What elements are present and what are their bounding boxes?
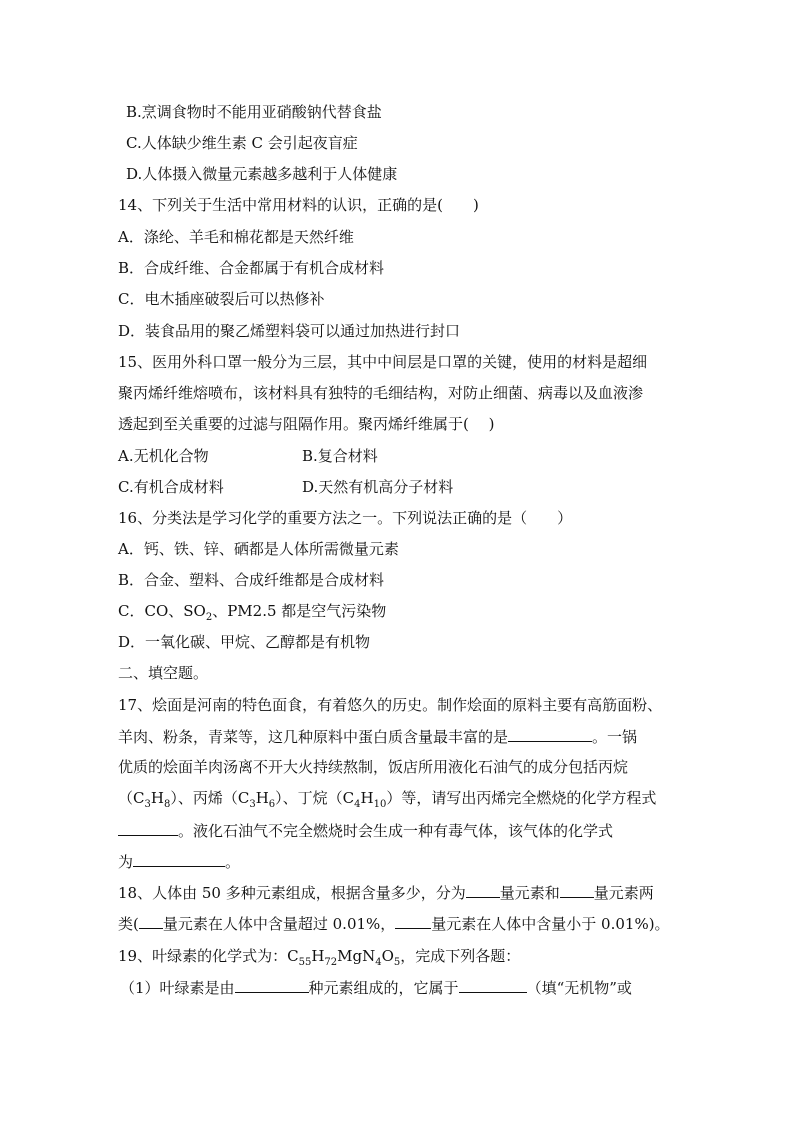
question-18: 18、人体由 50 多种元素组成，根据含量多少，分为 量元素和 量元素两 [118, 884, 654, 902]
answer-blank[interactable] [139, 913, 163, 929]
option-line: B．合成纤维、合金都属于有机合成材料 [118, 259, 385, 277]
question-18-line: 类( 量元素在人体中含量超过 0.01%， 量元素在人体中含量小于 0.01%)。 [118, 915, 670, 933]
option-line: B.烹调食物时不能用亚硝酸钠代替食盐 [126, 103, 382, 121]
option-line: D.人体摄入微量元素越多越利于人体健康 [126, 165, 398, 183]
section-heading: 二、填空题。 [118, 664, 209, 682]
question-15-line: 聚丙烯纤维熔喷布，该材料具有独特的毛细结构，对防止细菌、病毒以及血液渗 [118, 384, 644, 402]
answer-blank[interactable] [235, 977, 309, 993]
question-16: 16、分类法是学习化学的重要方法之一。下列说法正确的是（ ） [118, 509, 573, 527]
answer-blank[interactable] [508, 726, 592, 742]
options-row [118, 446, 678, 466]
option-line: B．合金、塑料、合成纤维都是合成材料 [118, 571, 385, 589]
question-17-formula-line: $(C_3H_8)$、丙烯$(C_3H_6)$、丁烷$(C_4H_{10})$等，请写出丙烯完全燃烧的化学方程式 [118, 789, 657, 810]
option-a: A.无机化合物 [118, 447, 209, 465]
question-15-line: 透起到至关重要的过滤与阻隔作用。聚丙烯纤维属于( ) [118, 415, 495, 433]
option-c: C.有机合成材料 [118, 478, 224, 496]
answer-blank[interactable] [560, 882, 594, 898]
option-line: A．钙、铁、锌、硒都是人体所需微量元素 [118, 540, 399, 558]
answer-blank[interactable] [395, 913, 431, 929]
answer-blank[interactable] [466, 882, 500, 898]
question-15: 15、医用外科口罩一般分为三层，其中中间层是口罩的关键，使用的材料是超细 [118, 353, 648, 371]
option-d: D.天然有机高分子材料 [302, 478, 454, 496]
option-line: A．涤纶、羊毛和棉花都是天然纤维 [118, 228, 354, 246]
question-17-line: 优质的烩面羊肉汤离不开大火持续熬制，饭店所用液化石油气的成分包括丙烷 [118, 758, 629, 776]
question-17-line: 为 。 [118, 853, 241, 871]
answer-blank[interactable] [133, 851, 225, 867]
option-line: D．一氧化碳、甲烷、乙醇都是有机物 [118, 633, 371, 651]
option-line: C．电木插座破裂后可以热修补 [118, 290, 325, 308]
question-14: 14、下列关于生活中常用材料的认识，正确的是( ) [118, 196, 479, 214]
answer-blank[interactable] [459, 977, 527, 993]
question-17-line: 羊肉、粉条，青菜等，这几种原料中蛋白质含量最丰富的是 。一锅 [118, 728, 638, 746]
question-19-part-1: （1）叶绿素是由 种元素组成的，它属于 （填“无机物”或 [120, 979, 632, 997]
question-17-line: 。液化石油气不完全燃烧时会生成一种有毒气体，该气体的化学式 [118, 820, 613, 841]
option-b: B.复合材料 [302, 447, 378, 465]
question-19: 19、叶绿素的化学式为：$C_{55}H_{72}MgN_4O_5$，完成下列各题： [118, 947, 521, 968]
answer-blank[interactable] [118, 820, 178, 836]
option-line: D．装食品用的聚乙烯塑料袋可以通过加热进行封口 [118, 322, 461, 340]
question-17: 17、烩面是河南的特色面食，有着悠久的历史。制作烩面的原料主要有高筋面粉、 [118, 696, 663, 714]
options-row [118, 477, 678, 497]
option-line: C．CO、$SO_2$、PM2.5 都是空气污染物 [118, 602, 387, 623]
option-line: C.人体缺少维生素 C 会引起夜盲症 [126, 134, 358, 152]
